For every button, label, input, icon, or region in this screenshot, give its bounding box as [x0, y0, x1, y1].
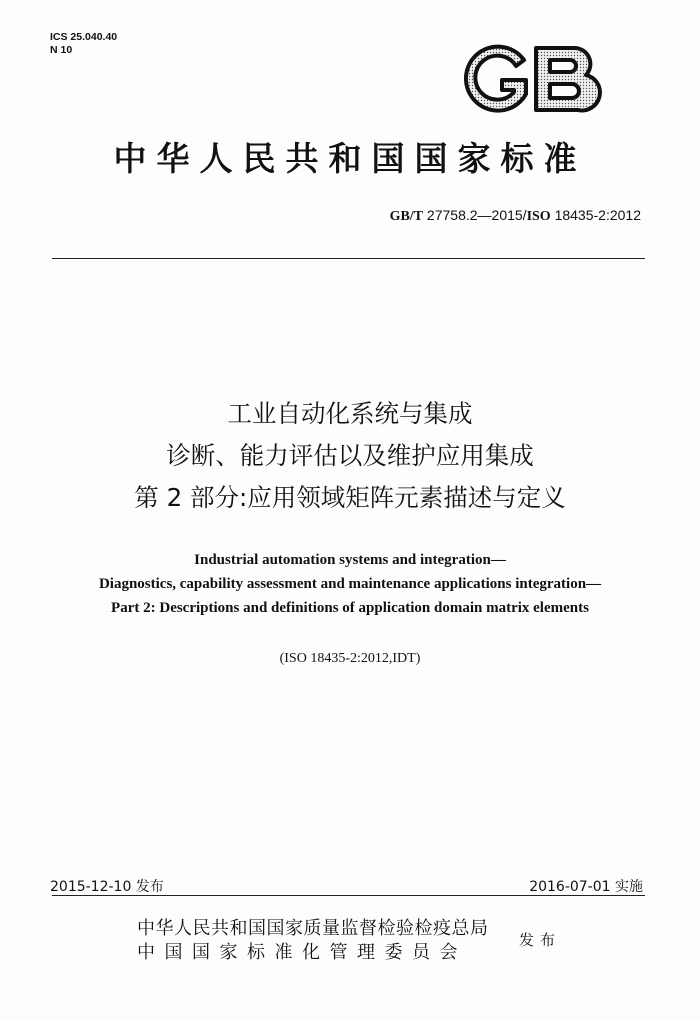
english-title-line-3: Part 2: Descriptions and definitions of application domain matrix elements — [111, 600, 589, 616]
chinese-title-line-1: 工业自动化系统与集成 — [227, 399, 473, 428]
chinese-title-line-2: 诊断、能力评估以及维护应用集成 — [166, 441, 534, 470]
issuer-sac: 中国国家标准化管理委员会 — [137, 942, 467, 963]
publish-label: 发布 — [519, 931, 562, 949]
gbt-prefix: GB/T — [389, 209, 424, 224]
chinese-title — [0, 393, 700, 519]
ccs-code: N 10 — [50, 44, 73, 56]
implementation-date: 2016-07-01 实施 — [529, 879, 643, 895]
bottom-divider — [52, 895, 645, 896]
iso-reference: (ISO 18435-2:2012,IDT) — [279, 651, 421, 666]
issue-date: 2015-12-10 发布 — [50, 879, 164, 895]
iso-prefix: ISO — [526, 209, 551, 224]
english-title — [0, 548, 700, 620]
chinese-title-line-3: 第 2 部分:应用领域矩阵元素描述与定义 — [134, 483, 566, 512]
english-title-line-1: Industrial automation systems and integration— — [194, 552, 506, 568]
national-standard-title: 中华人民共和国国家标准 — [113, 139, 587, 178]
standard-code — [390, 207, 641, 225]
iso-number: 18435-2:2012 — [554, 207, 641, 223]
top-divider — [52, 258, 645, 259]
gbt-number: 27758.2—2015/ — [426, 207, 527, 223]
issuer-aqsiq: 中华人民共和国国家质量监督检验检疫总局 — [137, 918, 489, 939]
gb-logo — [462, 42, 604, 116]
english-title-line-2: Diagnostics, capability assessment and maintenance applications integration— — [98, 576, 602, 592]
ics-code: ICS 25.040.40 — [50, 31, 118, 43]
classification-codes — [50, 31, 117, 57]
